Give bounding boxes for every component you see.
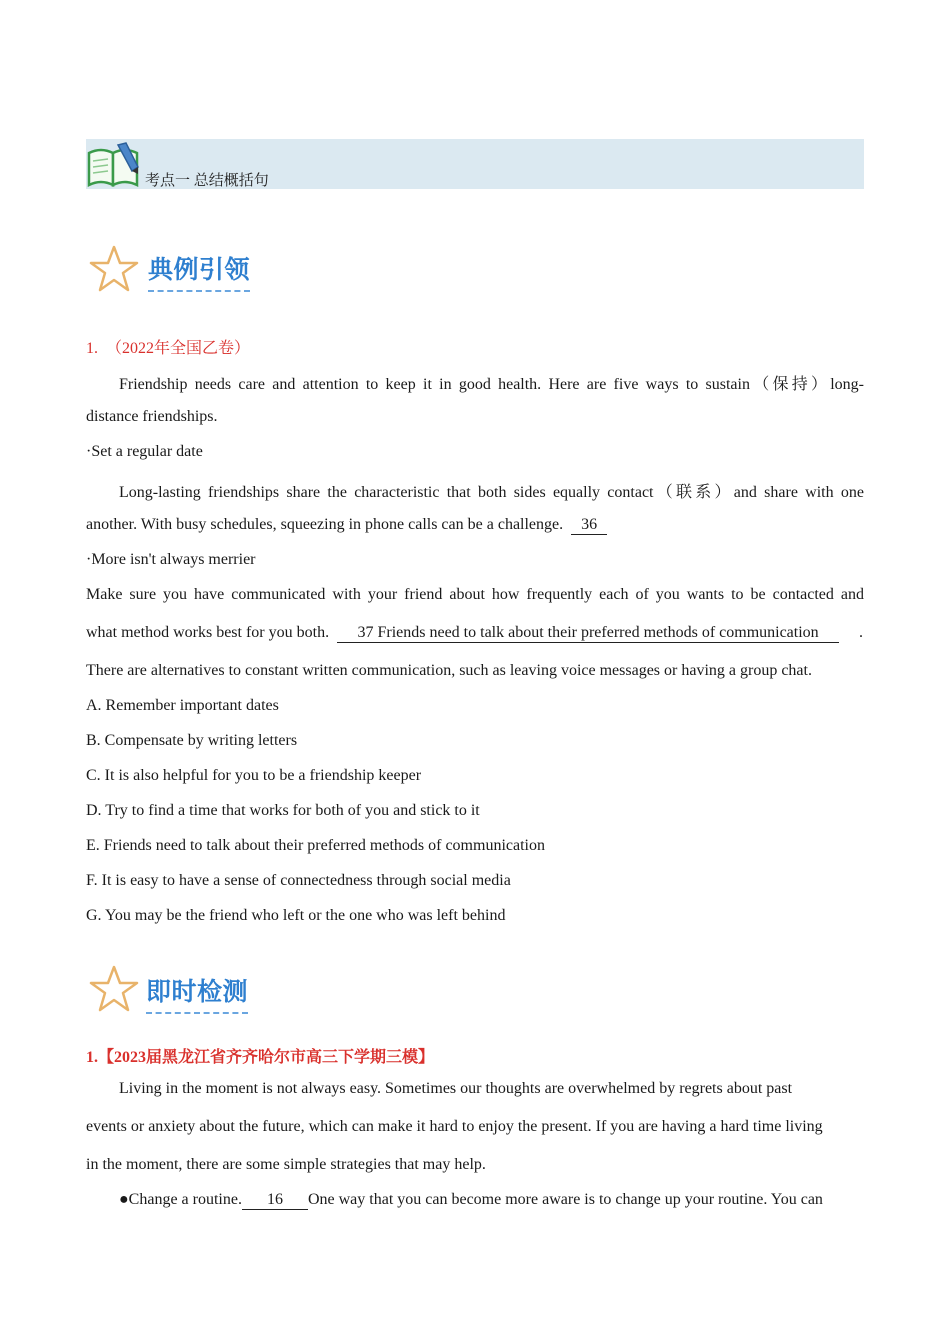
section-label: 典例引领 bbox=[148, 250, 250, 292]
paragraph-line: There are alternatives to constant written communication, such as leaving voice messages or having a group chat. bbox=[86, 662, 812, 679]
topic-title: 考点一 总结概括句 bbox=[145, 173, 269, 189]
paragraph-line: Make sure you have communicated with your friend about how frequently each of you wants to be contacted and bbox=[86, 586, 864, 603]
answer-blank-37: 37 Friends need to talk about their preferred methods of communication bbox=[337, 624, 839, 643]
option-item: E. Friends need to talk about their preferred methods of communication bbox=[86, 837, 545, 854]
option-item: F. It is easy to have a sense of connectedness through social media bbox=[86, 872, 511, 889]
option-item: B. Compensate by writing letters bbox=[86, 732, 298, 749]
section-label: 即时检测 bbox=[146, 972, 248, 1014]
paragraph-line bbox=[119, 1191, 864, 1210]
paragraph-line: events or anxiety about the future, which can make it hard to enjoy the present. If you are having a hard time living bbox=[86, 1118, 823, 1135]
period: . bbox=[859, 624, 863, 641]
topic-banner bbox=[86, 139, 864, 189]
star-icon bbox=[88, 964, 140, 1014]
paragraph-text: another. With busy schedules, squeezing in phone calls can be a challenge. bbox=[86, 516, 564, 533]
question-header: 1.【2023届黑龙江省齐齐哈尔市高三下学期三模】 bbox=[86, 1049, 435, 1066]
subheading: ·Set a regular date bbox=[86, 443, 203, 460]
paragraph-line bbox=[86, 624, 864, 643]
option-item: G. You may be the friend who left or the one who was left behind bbox=[86, 907, 506, 924]
subheading: ·More isn't always merrier bbox=[86, 551, 256, 568]
paragraph-line: distance friendships. bbox=[86, 408, 218, 425]
paragraph-line: in the moment, there are some simple strategies that may help. bbox=[86, 1156, 486, 1173]
paragraph-line: Living in the moment is not always easy. Sometimes our thoughts are overwhelmed by regrets about past bbox=[119, 1080, 793, 1097]
option-item: A. Remember important dates bbox=[86, 697, 279, 714]
paragraph-line: Friendship needs care and attention to keep it in good health. Here are five ways to sustain（保持）long- bbox=[119, 376, 864, 393]
answer-blank-36: 36 bbox=[571, 516, 607, 535]
option-item: D. Try to find a time that works for both of you and stick to it bbox=[86, 802, 480, 819]
paragraph-text: what method works best for you both. bbox=[86, 624, 330, 641]
question-header: 1. （2022年全国乙卷） bbox=[86, 340, 251, 357]
paragraph-line bbox=[86, 516, 864, 535]
bullet-lead: ●Change a routine. bbox=[119, 1191, 242, 1208]
answer-blank-16: 16 bbox=[242, 1191, 308, 1210]
paragraph-line: Long-lasting friendships share the characteristic that both sides equally contact（联系）and share with one bbox=[119, 484, 864, 501]
paragraph-text: One way that you can become more aware is to change up your routine. You can bbox=[307, 1191, 823, 1208]
star-icon bbox=[88, 244, 140, 294]
book-pencil-icon bbox=[86, 141, 142, 187]
option-item: C. It is also helpful for you to be a friendship keeper bbox=[86, 767, 422, 784]
